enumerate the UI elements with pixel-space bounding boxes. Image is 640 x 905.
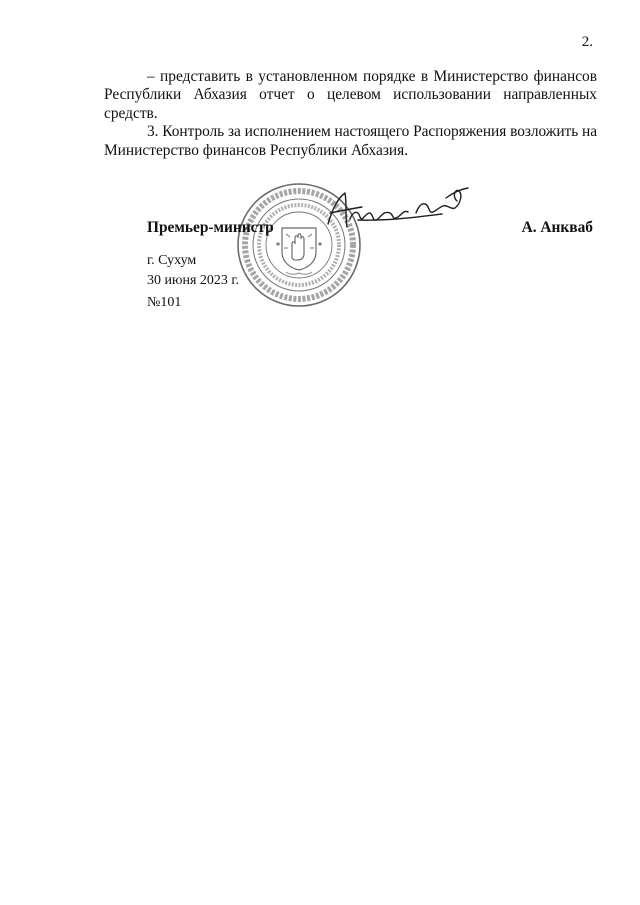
paragraph-line: Республики Абхазия отчет о целевом использовании направленных [104, 86, 597, 104]
place: г. Сухум [147, 253, 197, 268]
document-number: №101 [147, 295, 182, 310]
document-date: 30 июня 2023 г. [147, 273, 240, 288]
seal-emblem-star-left [276, 242, 280, 246]
paragraph-control [104, 123, 597, 160]
paragraph-line: – представить в установленном порядке в Министерство финансов [147, 68, 597, 85]
paragraph-line: средств. [104, 104, 158, 122]
seal-emblem-waves [286, 272, 312, 274]
signatory-title: Премьер-министр [147, 219, 274, 236]
seal-emblem-rays [284, 234, 314, 248]
document-body [104, 68, 597, 160]
signature-stroke [446, 188, 468, 198]
paragraph-line: 3. Контроль за исполнением настоящего Распоряжения возложить на [147, 123, 597, 141]
page-number: 2. [581, 34, 593, 50]
seal-emblem-hand [292, 234, 304, 260]
signatory-name: А. Анкваб [521, 219, 593, 236]
handwritten-signature [318, 186, 470, 236]
signature-stroke [416, 190, 461, 213]
paragraph-line: Министерство финансов Республики Абхазия. [104, 141, 409, 159]
seal-emblem-star-right [318, 242, 322, 246]
paragraph-report [104, 68, 597, 123]
